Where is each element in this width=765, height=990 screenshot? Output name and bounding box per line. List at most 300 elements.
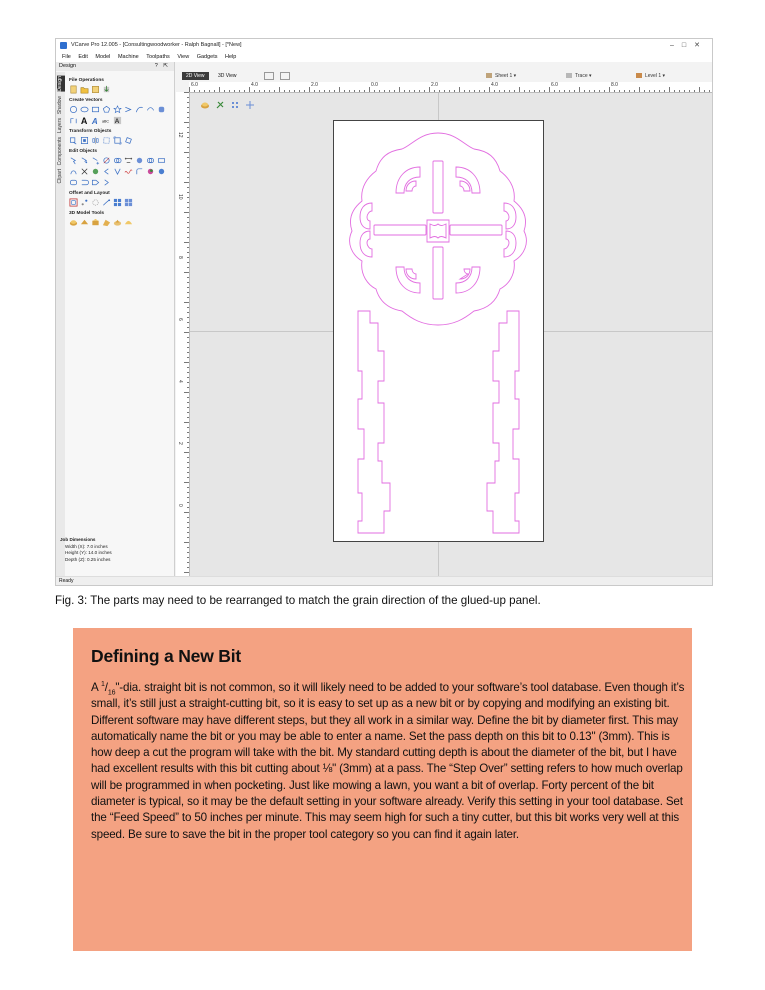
draw-polygon-icon[interactable] [102,105,111,114]
ruler-label: 4 [177,380,183,383]
ruler-tick [229,90,230,92]
sidebar-body: A $^1/_{16}$"-dia. straight bit is not common, so it will likely need to be added to your software’s tool database. Even though it’s small, it’s still just a straight-cutting bit, so it is easy to set up as a new bit or by copying and modifying an existing bit. Different software may have different steps, but they all work in a similar way. Define the bit by diameter first. This may automatically name the bit or you may be able to enter a name. Set the pass depth on this bit to 0.13" (3mm). This is how deep a cut the program will take with the bit. My standard cutting depth is about the diameter of the bit, but I have had excellent results with this bit cutting about ⅛" (3mm) at a pass. The “Step Over” setting refers to how much overlap will be programmed in when pocketing. Just like mowing a lawn, you want a bit of overlap. Forty percent of the bit diameter is typical, so it may be the default setting in your software already. Verify this setting in your tool database. Set the “Feed Speed” to 50 inches per minute. This may seem high for such a tiny cutter, but this bit works very well at this speed. Be sure to save the bit in the proper tool category so you can find it again later. [91,681,685,841]
toolpath-icon[interactable] [200,97,210,107]
tab-3d-view[interactable]: 3D View [218,73,237,79]
ruler-tick [629,90,630,92]
fillet-icon[interactable] [157,105,166,114]
ruler-tick [187,252,189,253]
job-dimensions [60,537,112,563]
ruler-tick [187,132,189,133]
sheet-dropdown[interactable]: Sheet 1 ▾ [486,72,516,80]
snap-icon[interactable] [230,97,240,107]
subtract-icon[interactable] [135,156,144,165]
ruler-tick [374,90,375,92]
model-icon-4[interactable] [102,218,111,227]
close-vectors-icon[interactable] [91,167,100,176]
ruler-tick [594,90,595,92]
draw-arc-icon[interactable] [146,105,155,114]
level-icon [636,73,642,78]
model-icon-5[interactable] [113,218,122,227]
section-3d-model-tools: 3D Model Tools [69,211,105,216]
ruler-tick [639,87,640,92]
ruler-tick [414,90,415,92]
ruler-tick [309,87,310,92]
join-icon[interactable] [157,156,166,165]
software-screenshot [55,38,713,586]
ruler-tick [589,90,590,92]
trim-icon[interactable] [102,156,111,165]
ruler-tick [509,90,510,92]
ruler-tick [404,90,405,92]
ruler-label: 6.0 [191,82,198,88]
import-icon[interactable] [102,85,111,94]
ruler-tick [184,452,189,453]
ruler-tick [419,90,420,92]
ruler-tick [474,90,475,92]
rounded-rect-icon[interactable] [69,178,78,187]
ruler-tick [187,317,189,318]
panel-controls[interactable]: ? ⇱ [154,63,170,69]
menu-file[interactable]: File [62,54,71,60]
ruler-tick [269,90,270,92]
app-icon [60,42,67,49]
measure-icon[interactable] [124,156,133,165]
ruler-label: 4.0 [491,82,498,88]
ruler-tick [184,92,189,93]
ruler-tick [187,117,189,118]
section-transform-objects: Transform Objects [69,129,112,134]
transform-objects-icons [69,136,169,145]
level-dropdown[interactable]: Level 1 ▾ [636,72,665,80]
model-icon-2[interactable] [80,218,89,227]
open-slot-icon[interactable] [80,178,89,187]
ruler-tick [184,392,189,393]
ruler-tick [187,292,189,293]
grid-array-icon[interactable] [124,198,133,207]
ruler-tick [234,90,235,92]
curl-top-right [456,167,480,193]
curl-right [504,203,516,229]
ruler-tick [187,537,189,538]
circular-array-icon[interactable] [91,198,100,207]
ruler-tick [187,177,189,178]
vector-parts[interactable] [334,121,543,541]
ruler-tick [514,90,515,92]
draw-rectangle-icon[interactable] [91,105,100,114]
ruler-tick [184,212,189,213]
ruler-tick [187,222,189,223]
model-icon-6[interactable] [124,218,133,227]
ruler-tick [444,90,445,92]
arrow-shape-icon[interactable] [91,178,100,187]
curl-top-left [396,167,420,193]
intersect-icon[interactable] [146,156,155,165]
ruler-tick [454,90,455,92]
ruler-tick [669,87,670,92]
ruler-tick [184,572,189,573]
ruler-label: 2.0 [431,82,438,88]
ruler-tick [187,447,189,448]
tab-layers[interactable]: Layers [56,117,63,133]
ruler-tick [187,427,189,428]
smart-snap-icon[interactable] [80,156,89,165]
ruler-tick [187,472,189,473]
distort-icon[interactable] [102,136,111,145]
menu-machine[interactable]: Machine [117,54,139,60]
node-edit-icon[interactable] [69,156,78,165]
window-controls[interactable]: –□✕ [670,42,708,49]
ruler-tick [254,90,255,92]
ruler-tick [624,90,625,92]
ruler-tick [187,127,189,128]
ruler-tick [379,90,380,92]
ruler-tick [469,90,470,92]
ruler-tick [187,532,189,533]
tab-design[interactable]: Design [56,76,63,92]
curl-bottom-left [396,267,420,293]
ruler-tick [187,527,189,528]
body-intro: A [91,681,102,694]
job-depth: Depth (Z): 0.25 inches [65,556,111,562]
ruler-label: 2.0 [311,82,318,88]
ruler-tick [654,90,655,92]
copy-along-icon[interactable] [102,198,111,207]
menu-bar [56,52,712,62]
job-height: Height (Y): 14.0 inches [65,550,112,555]
ruler-tick [279,87,280,92]
ruler-tick [187,312,189,313]
ruler-tick [459,87,460,92]
svg-text:A: A [80,116,88,125]
text-abc-icon[interactable] [102,116,111,125]
slot-bottom [433,247,443,299]
ruler-label: 12 [177,132,183,138]
tangent-arc-icon[interactable] [102,167,111,176]
job-width: Width (X): 7.0 inches [65,543,108,549]
fraction-denominator: 16 [107,689,116,697]
view-toolbar [176,72,712,80]
horizontal-ruler [189,82,712,93]
text-select-icon[interactable] [113,116,122,125]
text-on-curve-icon[interactable] [91,116,100,125]
ruler-tick [274,90,275,92]
chevron-right-icon[interactable] [102,178,111,187]
ruler-tick [187,247,189,248]
ruler-tick [187,442,189,443]
ruler-tick [187,162,189,163]
ruler-tick [314,90,315,92]
ruler-tick [187,377,189,378]
ruler-label: 8 [177,256,183,259]
ruler-tick [244,90,245,92]
ruler-tick [209,90,210,92]
ruler-tick [699,87,700,92]
ruler-tick [184,272,189,273]
tool-sections [69,74,172,227]
ruler-tick [184,422,189,423]
ruler-tick [187,492,189,493]
ruler-label: 4.0 [251,82,258,88]
ruler-tick [429,87,430,92]
ruler-tick [399,87,400,92]
ruler-tick [187,497,189,498]
ruler-tick [284,90,285,92]
ruler-tick [199,90,200,92]
ruler-tick [584,90,585,92]
menu-view[interactable]: View [177,54,190,60]
model-icon-3[interactable] [91,218,100,227]
curve-fit-icon[interactable] [69,167,78,176]
ruler-tick [184,362,189,363]
node-add-icon[interactable] [91,156,100,165]
create-vectors-icons [69,105,169,125]
move-icon[interactable] [69,136,78,145]
menu-model[interactable]: Model [95,54,111,60]
ruler-tick [187,342,189,343]
new-file-icon[interactable] [69,85,78,94]
menu-help[interactable]: Help [225,54,237,60]
slot-right [450,225,502,235]
scale-icon[interactable] [113,136,122,145]
menu-toolpaths[interactable]: Toolpaths [146,54,170,60]
ruler-tick [187,192,189,193]
rotate-icon[interactable] [124,136,133,145]
layout-split-icon[interactable] [280,72,290,80]
component-icon[interactable] [69,218,78,227]
3d-model-icons [69,218,169,227]
ruler-tick [187,297,189,298]
ruler-tick [599,90,600,92]
ruler-tick [449,90,450,92]
ruler-tick [634,90,635,92]
ruler-tick [359,90,360,92]
trace-dropdown[interactable]: Trace ▾ [566,72,592,80]
ruler-tick [187,172,189,173]
menu-gadgets[interactable]: Gadgets [196,54,218,60]
ruler-tick [187,412,189,413]
ruler-tick [187,522,189,523]
section-file-operations: File Operations [69,78,104,83]
ruler-tick [664,90,665,92]
ruler-tick [187,387,189,388]
section-edit-objects: Edit Objects [69,149,97,154]
ruler-tick [184,512,189,513]
ruler-tick [554,90,555,92]
ruler-tick [187,137,189,138]
menu-edit[interactable]: Edit [78,54,88,60]
tab-components[interactable]: Components [56,136,63,166]
color-map-icon[interactable] [146,167,155,176]
ruler-tick [187,507,189,508]
offset-layout-icons [69,198,169,207]
ruler-tick [569,90,570,92]
ruler-tick [564,90,565,92]
chevron-vector-icon[interactable] [113,167,122,176]
ruler-label: 0 [177,504,183,507]
ruler-tick [354,90,355,92]
ruler-tick [529,90,530,92]
ruler-tick [187,417,189,418]
ruler-tick [187,347,189,348]
ruler-tick [187,367,189,368]
ruler-tick [694,90,695,92]
ruler-tick [187,157,189,158]
ruler-tick [187,282,189,283]
ruler-tick [389,90,390,92]
weld-icon[interactable] [113,156,122,165]
curl-left-low [360,231,372,257]
draw-star-icon[interactable] [113,105,122,114]
ruler-tick [679,90,680,92]
design-panel [56,62,175,577]
ruler-tick [187,97,189,98]
curl-left [360,203,372,229]
svg-text:A: A [114,118,120,125]
ruler-tick [524,90,525,92]
mirror-icon[interactable] [91,136,100,145]
ruler-tick [187,397,189,398]
ruler-tick [259,90,260,92]
ruler-tick [187,432,189,433]
ruler-tick [187,207,189,208]
break-icon[interactable] [80,167,89,176]
ruler-tick [187,502,189,503]
ruler-tick [184,542,189,543]
ruler-tick [187,547,189,548]
dimension-icon[interactable] [69,116,78,125]
status-text: Ready [59,578,74,584]
save-file-icon[interactable] [91,85,100,94]
ruler-tick [609,87,610,92]
grid-icon[interactable] [245,97,255,107]
right-leg [487,311,519,533]
ruler-tick [187,147,189,148]
ruler-tick [619,90,620,92]
ruler-tick [187,287,189,288]
ruler-tick [187,562,189,563]
ruler-tick [519,87,520,92]
ruler-tick [709,90,710,92]
wave-vector-icon[interactable] [124,167,133,176]
ruler-tick [484,90,485,92]
ruler-tick [659,90,660,92]
ruler-tick [304,90,305,92]
status-bar [56,576,712,585]
preview-icon[interactable] [215,97,225,107]
open-file-icon[interactable] [80,85,89,94]
ruler-tick [239,90,240,92]
side-tabs [56,72,65,577]
ruler-tick [194,90,195,92]
ruler-tick [329,90,330,92]
sheet-label: Sheet 1 [495,73,513,79]
section-offset-and-layout: Offset and Layout [69,191,110,196]
ruler-tick [184,332,189,333]
ruler-tick [339,87,340,92]
ruler-tick [187,327,189,328]
drawing-canvas[interactable] [190,93,712,577]
ruler-tick [219,87,220,92]
ruler-tick [344,90,345,92]
ruler-tick [384,90,385,92]
nesting-icon[interactable] [113,198,122,207]
ruler-tick [187,567,189,568]
ruler-tick [184,182,189,183]
text-icon[interactable] [80,116,89,125]
ruler-tick [184,242,189,243]
ruler-tick [439,90,440,92]
tab-clipart[interactable]: Clipart [56,169,63,184]
draw-curve-icon[interactable] [135,105,144,114]
ruler-tick [187,402,189,403]
ruler-tick [184,482,189,483]
ruler-label: 10 [177,194,183,200]
ruler-tick [187,217,189,218]
panel-title: Design [59,63,77,69]
ruler-label: 6 [177,318,183,321]
sidebar-box [73,628,692,951]
svg-text:A: A [91,117,98,125]
ruler-tick [319,90,320,92]
ruler-tick [187,357,189,358]
ruler-tick [187,112,189,113]
offset-icon[interactable] [69,198,78,207]
ruler-tick [349,90,350,92]
nest-icon[interactable] [157,167,166,176]
draw-ellipse-icon[interactable] [80,105,89,114]
ruler-tick [204,90,205,92]
ruler-tick [649,90,650,92]
ruler-tick [674,90,675,92]
ruler-label: 6.0 [551,82,558,88]
ruler-tick [504,90,505,92]
ruler-tick [187,227,189,228]
layout-single-icon[interactable] [264,72,274,80]
ruler-tick [614,90,615,92]
ruler-label: 8.0 [611,82,618,88]
ruler-tick [489,87,490,92]
tab-shadow[interactable]: Shadow [56,95,63,114]
sidebar-title: Defining a New Bit [91,646,242,666]
ruler-tick [499,90,500,92]
ruler-tick [187,517,189,518]
ruler-tick [187,407,189,408]
ruler-tick [187,102,189,103]
sheet-icon [486,73,492,78]
ruler-tick [249,87,250,92]
ruler-tick [187,262,189,263]
tab-2d-view[interactable]: 2D View [182,72,209,80]
fillet-corner-icon[interactable] [135,167,144,176]
ruler-tick [187,437,189,438]
ruler-tick [704,90,705,92]
ruler-tick [187,277,189,278]
ruler-tick [539,90,540,92]
ruler-tick [289,90,290,92]
figure-caption: Fig. 3: The parts may need to be rearranged to match the grain direction of the glued-up panel. [55,594,541,607]
ruler-tick [187,487,189,488]
trace-icon [566,73,572,78]
draw-polyline-icon[interactable] [124,105,133,114]
align-icon[interactable] [80,136,89,145]
array-copy-icon[interactable] [80,198,89,207]
draw-circle-icon[interactable] [69,105,78,114]
ruler-tick [187,107,189,108]
level-label: Level 1 [645,73,662,79]
ruler-tick [559,90,560,92]
ruler-tick [294,90,295,92]
ruler-tick [187,462,189,463]
